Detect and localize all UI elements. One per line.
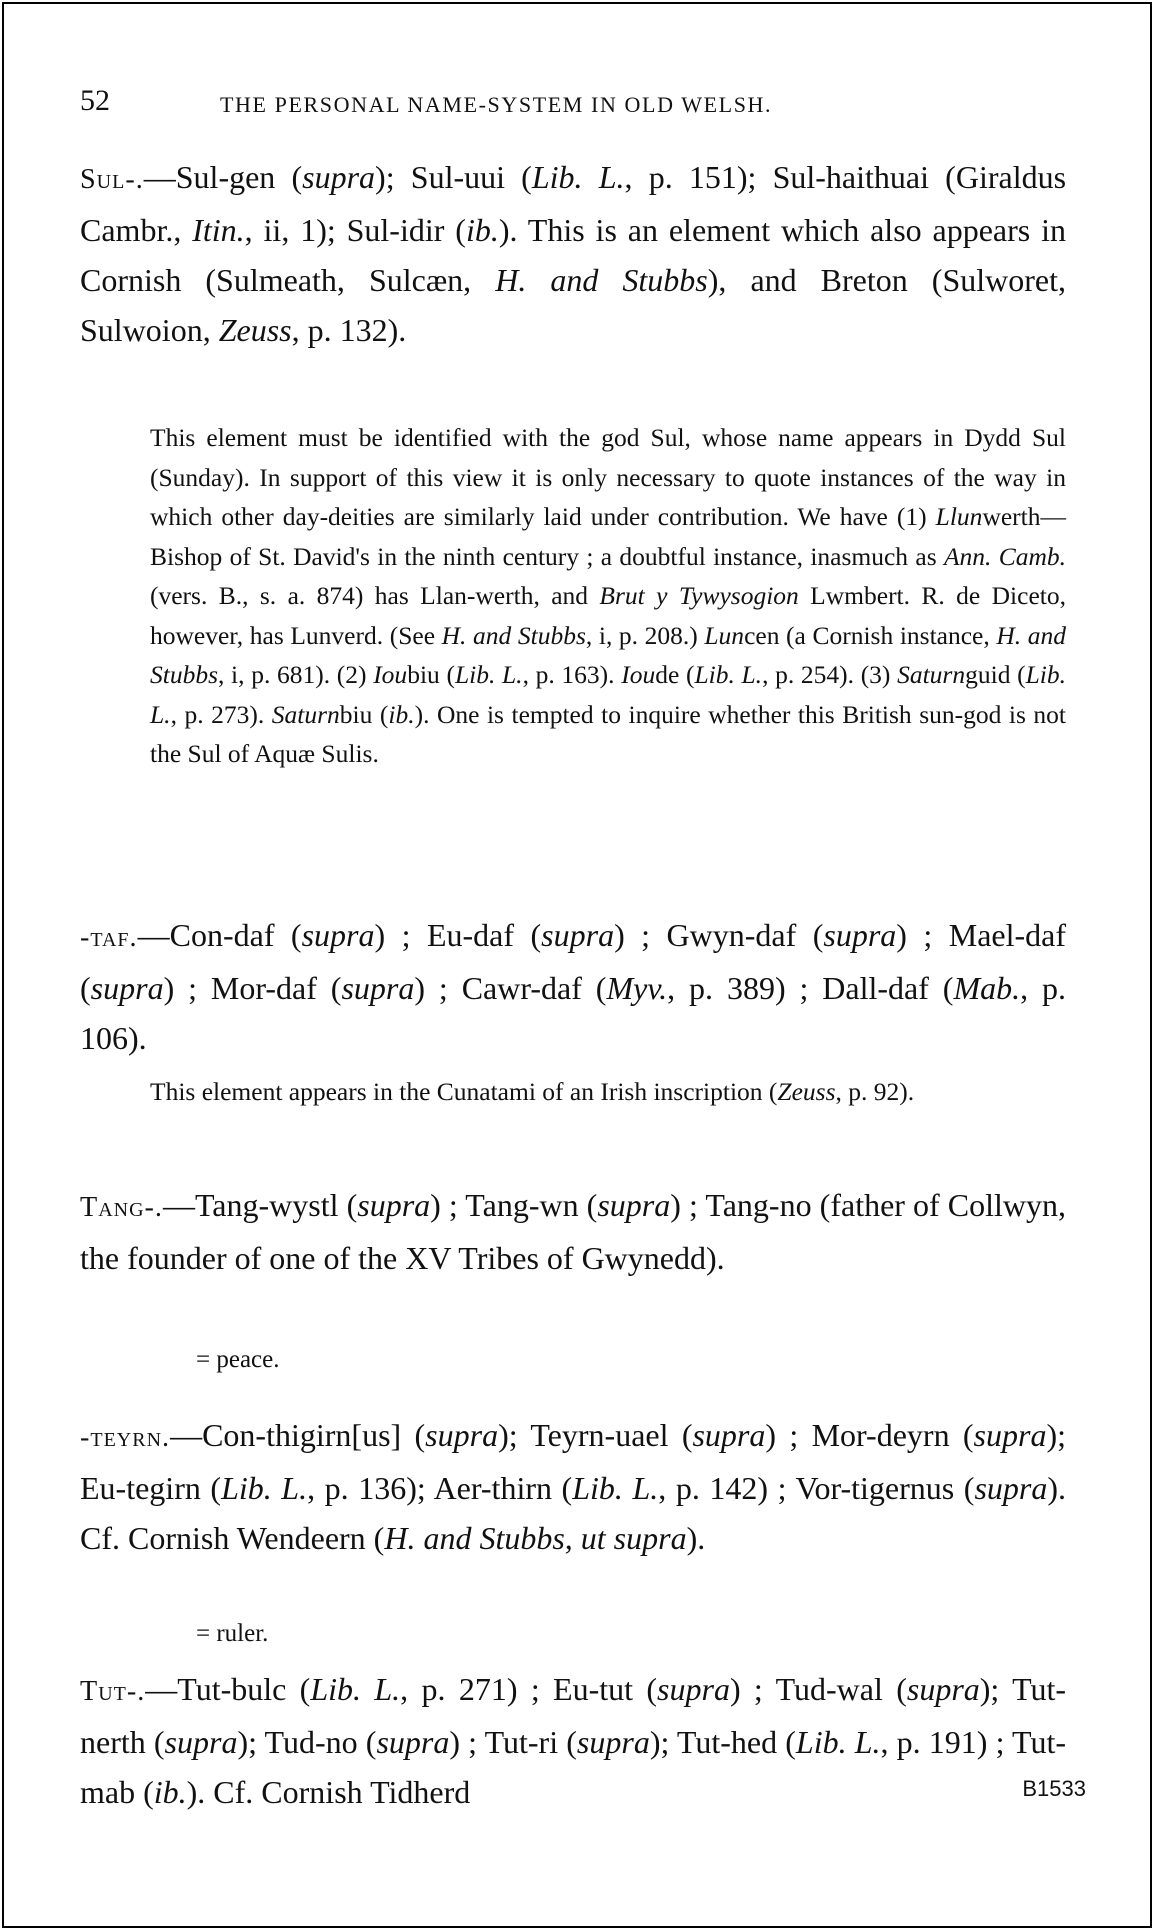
entry-sul: Sul-.—Sul-gen (supra); Sul-uui (Lib. L., p. 151); Sul-haithuai (Giraldus Cambr., Itin., ii, 1); Sul-idir (ib.). This is an element which also appears in Cornish (Sulmeath, Sulcæn, H. and Stubbs), and Breton (Sulworet, Sulwoion, Zeuss, p. 132). (80, 159, 1067, 348)
meaning-teyrn: = ruler. (196, 1620, 269, 1647)
entry-tang: Tang-.—Tang-wystl (supra) ; Tang-wn (supra) ; Tang-no (father of Collwyn, the founder of one of the XV Tribes of Gwynedd). (80, 1187, 1067, 1276)
entry-tut: Tut-.—Tut-bulc (Lib. L., p. 271) ; Eu-tut (supra) ; Tud-wal (supra); Tut-nerth (supra); Tud-no (supra) ; Tut-ri (supra); Tut-hed (Lib. L., p. 191) ; Tut-mab (ib.). Cf. Cornish Tidherd (80, 1671, 1067, 1810)
entry-head: Tut-. (80, 1676, 146, 1707)
entry-head: -taf. (80, 922, 138, 953)
archive-stamp: B1533 (1022, 1776, 1086, 1801)
page-header (80, 84, 1070, 124)
page-number: 52 (80, 84, 110, 117)
entry-taf: -taf.—Con-daf (supra) ; Eu-daf (supra) ; Gwyn-daf (supra) ; Mael-daf (supra) ; Mor-daf (supra) ; Cawr-daf (Myv., p. 389) ; Dall-daf (Mab., p. 106). (80, 917, 1067, 1056)
note-sul: This element must be identified with the god Sul, whose name appears in Dydd Sul (Sunday). In support of this view it is only necessary to quote instances of the way in which other day-deities are similarly laid under contribution. We have (1) Llunwerth—Bishop of St. David's in the ninth century ; a doubtful instance, inasmuch as Ann. Camb. (vers. B., s. a. 874) has Llan-werth, and Brut y Tywysogion Lwmbert. R. de Diceto, however, has Lunverd. (See H. and Stubbs, i, p. 208.) Luncen (a Cornish instance, H. and Stubbs, i, p. 681). (2) Ioubiu (Lib. L., p. 163). Ioude (Lib. L., p. 254). (3) Saturnguid (Lib. L., p. 273). Saturnbiu (ib.). One is tempted to inquire whether this British sun-god is not the Sul of Aquæ Sulis. (150, 423, 1067, 768)
note-taf: This element appears in the Cunatami of an Irish inscription (Zeuss, p. 92). (150, 1077, 915, 1106)
entry-head: Tang-. (80, 1192, 163, 1223)
entry-head: Sul-. (80, 164, 144, 195)
running-title: THE PERSONAL NAME-SYSTEM IN OLD WELSH. (220, 92, 773, 117)
entry-head: -teyrn. (80, 1422, 171, 1453)
meaning-tang: = peace. (196, 1346, 280, 1373)
entry-teyrn: -teyrn.—Con-thigirn[us] (supra); Teyrn-uael (supra) ; Mor-deyrn (supra); Eu-tegirn (Lib. L., p. 136); Aer-thirn (Lib. L., p. 142) ; Vor-tigernus (supra). Cf. Cornish Wendeern (H. and Stubbs, ut supra). (80, 1417, 1067, 1556)
